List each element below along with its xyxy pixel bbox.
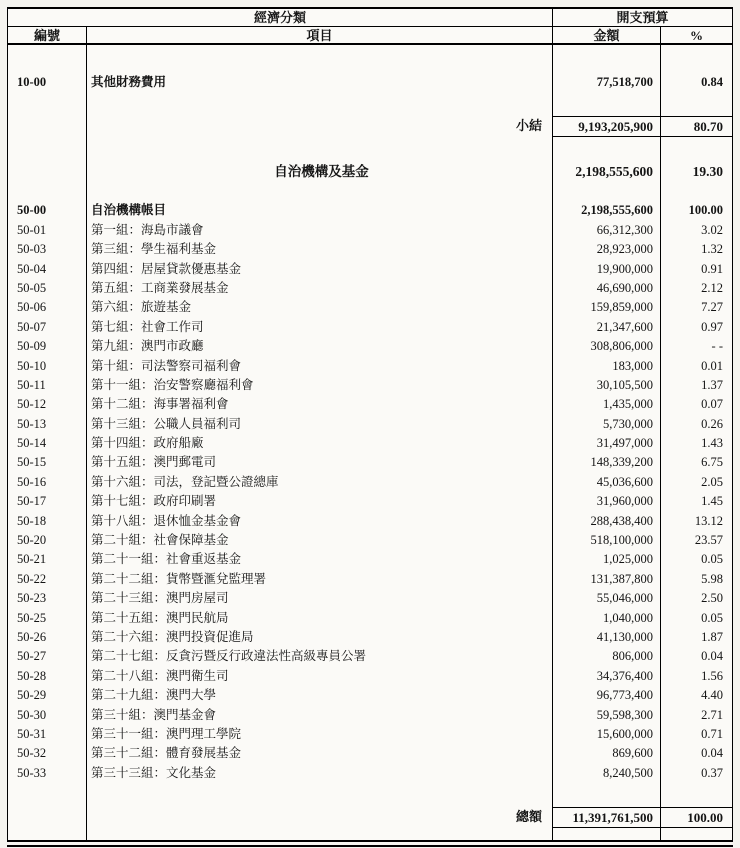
cell-item: 第三十一組：澳門理工學院 (87, 725, 553, 744)
spacer-cell (87, 137, 553, 161)
cell-amount: 31,960,000 (553, 492, 661, 511)
table-row (8, 260, 732, 279)
cell-item: 第三十組：澳門基金會 (87, 706, 553, 725)
table-row (8, 531, 732, 550)
cell-percent: 23.57 (694, 533, 723, 548)
cell-code: 50-03 (8, 240, 87, 259)
cell-percent: 13.12 (694, 513, 723, 528)
table-row (8, 473, 732, 492)
cell-percent: 0.26 (701, 416, 723, 431)
cell-amount: 518,100,000 (553, 531, 661, 550)
cell-code: 50-27 (8, 647, 87, 666)
cell-amount: 11,391,761,500 (553, 807, 661, 828)
column-header-percent: % (690, 28, 703, 43)
table-spacer-row (8, 92, 732, 116)
spacer-cell (553, 828, 661, 840)
table-row (8, 318, 732, 337)
cell-percent: 2.50 (701, 591, 723, 606)
cell-code: 50-22 (8, 570, 87, 589)
table-row (8, 337, 732, 356)
cell-item: 第二十六組：澳門投資促進局 (87, 628, 553, 647)
cell-percent: 4.40 (701, 688, 723, 703)
table-row (8, 240, 732, 259)
cell-amount: 131,387,800 (553, 570, 661, 589)
spacer-cell (661, 783, 732, 807)
spacer-cell (87, 828, 553, 840)
table-row (8, 667, 732, 686)
cell-percent: 0.91 (701, 261, 723, 276)
cell-percent: 1.87 (701, 629, 723, 644)
cell-code: 50-23 (8, 589, 87, 608)
cell-amount: 31,497,000 (553, 434, 661, 453)
cell-code: 50-25 (8, 609, 87, 628)
cell-percent: 0.05 (701, 610, 723, 625)
table-row (8, 73, 732, 92)
cell-item: 自治機構及基金 (87, 161, 553, 183)
header-expenditure-budget: 開支預算 (616, 10, 669, 25)
cell-code: 50-20 (8, 531, 87, 550)
cell-code: 50-06 (8, 298, 87, 317)
cell-item: 第十四組：政府船廠 (87, 434, 553, 453)
cell-item: 第二十組：社會保障基金 (87, 531, 553, 550)
cell-item: 第二十七組：反貪污暨反行政違法性高級專員公署 (87, 647, 553, 666)
cell-item: 第三組：學生福利基金 (87, 240, 553, 259)
cell-code: 50-16 (8, 473, 87, 492)
cell-amount: 806,000 (553, 647, 661, 666)
table-row (8, 279, 732, 298)
cell-amount: 183,000 (553, 357, 661, 376)
cell-amount: 19,900,000 (553, 260, 661, 279)
cell-amount: 55,046,000 (553, 589, 661, 608)
cell-item: 第十二組：海事署福利會 (87, 395, 553, 414)
cell-code: 50-28 (8, 667, 87, 686)
cell-code: 50-00 (8, 201, 87, 220)
cell-percent: 0.04 (701, 649, 723, 664)
cell-percent: - - (711, 339, 723, 354)
column-header-item: 項目 (87, 27, 553, 43)
table-row (8, 764, 732, 783)
spacer-cell (661, 137, 732, 161)
cell-amount: 21,347,600 (553, 318, 661, 337)
spacer-cell (8, 45, 87, 73)
cell-amount: 30,105,500 (553, 376, 661, 395)
cell-amount: 15,600,000 (553, 725, 661, 744)
cell-code: 50-01 (8, 221, 87, 240)
cell-amount: 28,923,000 (553, 240, 661, 259)
spacer-cell (8, 92, 87, 116)
cell-item: 第十一組：治安警察廳福利會 (87, 376, 553, 395)
cell-item: 總額 (87, 807, 553, 828)
cell-item: 第五組：工商業發展基金 (87, 279, 553, 298)
table-row (8, 161, 732, 183)
bottom-rule (7, 845, 733, 847)
cell-percent: 2.12 (701, 280, 723, 295)
table-spacer-row (8, 45, 732, 73)
cell-item: 第三十二組：體育發展基金 (87, 744, 553, 763)
cell-item: 第十六組：司法，登記暨公證總庫 (87, 473, 553, 492)
cell-amount: 1,040,000 (553, 609, 661, 628)
cell-code: 50-21 (8, 550, 87, 569)
table-row (8, 116, 732, 137)
table-row (8, 395, 732, 414)
column-header-amount: 金額 (553, 27, 661, 43)
cell-code: 50-07 (8, 318, 87, 337)
cell-code: 50-14 (8, 434, 87, 453)
cell-code (8, 161, 87, 183)
cell-percent: 100.00 (661, 807, 732, 828)
spacer-cell (8, 183, 87, 201)
cell-item: 第十五組：澳門郵電司 (87, 453, 553, 472)
cell-percent: 100.00 (688, 203, 723, 218)
table-row (8, 807, 732, 828)
spacer-cell (87, 92, 553, 116)
cell-item: 第二十九組：澳門大學 (87, 686, 553, 705)
cell-percent: 19.30 (692, 164, 723, 180)
cell-code: 50-32 (8, 744, 87, 763)
cell-code: 10-00 (8, 73, 87, 92)
table-row (8, 706, 732, 725)
table-row (8, 609, 732, 628)
spacer-cell (661, 183, 732, 201)
cell-code: 50-18 (8, 512, 87, 531)
cell-code: 50-29 (8, 686, 87, 705)
spacer-cell (8, 137, 87, 161)
cell-item: 第十三組：公職人員福利司 (87, 415, 553, 434)
table-row (8, 376, 732, 395)
spacer-cell (661, 92, 732, 116)
table-spacer-row (8, 137, 732, 161)
cell-amount: 869,600 (553, 744, 661, 763)
table-row (8, 492, 732, 511)
cell-amount: 46,690,000 (553, 279, 661, 298)
cell-code (8, 807, 87, 828)
cell-percent: 1.32 (701, 242, 723, 257)
cell-percent: 0.01 (701, 358, 723, 373)
table-row (8, 686, 732, 705)
cell-percent: 0.84 (701, 75, 723, 89)
table-row (8, 415, 732, 434)
table-row (8, 570, 732, 589)
cell-code: 50-15 (8, 453, 87, 472)
spacer-cell (87, 45, 553, 73)
cell-percent: 1.43 (701, 436, 723, 451)
cell-percent: 0.97 (701, 319, 723, 334)
cell-amount: 2,198,555,600 (553, 201, 661, 220)
header-economic-classification: 經濟分類 (8, 9, 553, 26)
cell-percent: 0.04 (701, 746, 723, 761)
cell-percent: 6.75 (701, 455, 723, 470)
cell-item: 其他財務費用 (87, 73, 553, 92)
cell-percent: 0.37 (701, 765, 723, 780)
cell-item: 第十組：司法警察司福利會 (87, 357, 553, 376)
cell-item: 第二十三組：澳門房屋司 (87, 589, 553, 608)
cell-percent: 0.71 (701, 726, 723, 741)
cell-amount: 288,438,400 (553, 512, 661, 531)
cell-percent: 1.45 (701, 494, 723, 509)
spacer-cell (661, 45, 732, 73)
cell-item: 第十八組：退休恤金基金會 (87, 512, 553, 531)
table-row (8, 628, 732, 647)
spacer-cell (87, 183, 553, 201)
column-header-code: 編號 (8, 27, 87, 43)
cell-amount: 77,518,700 (553, 73, 661, 92)
cell-amount: 308,806,000 (553, 337, 661, 356)
table-row (8, 357, 732, 376)
cell-code: 50-09 (8, 337, 87, 356)
cell-code: 50-11 (8, 376, 87, 395)
table-row (8, 221, 732, 240)
table-body (8, 45, 732, 840)
cell-code: 50-17 (8, 492, 87, 511)
cell-item: 第二十五組：澳門民航局 (87, 609, 553, 628)
cell-code: 50-13 (8, 415, 87, 434)
spacer-cell (87, 783, 553, 807)
cell-item: 第十七組：政府印刷署 (87, 492, 553, 511)
cell-code: 50-05 (8, 279, 87, 298)
spacer-cell (553, 183, 661, 201)
cell-code (8, 116, 87, 137)
spacer-cell (661, 828, 732, 840)
table-row (8, 453, 732, 472)
cell-amount: 34,376,400 (553, 667, 661, 686)
table-row (8, 725, 732, 744)
cell-percent: 0.05 (701, 552, 723, 567)
cell-percent: 2.05 (701, 474, 723, 489)
cell-percent: 80.70 (661, 116, 732, 137)
table-row (8, 434, 732, 453)
spacer-cell (553, 783, 661, 807)
cell-amount: 9,193,205,900 (553, 116, 661, 137)
table-spacer-row (8, 828, 732, 840)
table-row (8, 647, 732, 666)
cell-amount: 1,435,000 (553, 395, 661, 414)
cell-amount: 8,240,500 (553, 764, 661, 783)
spacer-cell (553, 92, 661, 116)
spacer-cell (553, 45, 661, 73)
cell-item: 第九組：澳門市政廳 (87, 337, 553, 356)
cell-amount: 1,025,000 (553, 550, 661, 569)
cell-code: 50-33 (8, 764, 87, 783)
table-header-columns (8, 27, 732, 45)
table-row (8, 550, 732, 569)
cell-amount: 148,339,200 (553, 453, 661, 472)
cell-percent: 1.37 (701, 377, 723, 392)
table-row (8, 589, 732, 608)
cell-item: 第二十一組：社會重返基金 (87, 550, 553, 569)
cell-code: 50-26 (8, 628, 87, 647)
cell-amount: 45,036,600 (553, 473, 661, 492)
cell-percent: 1.56 (701, 668, 723, 683)
table-row (8, 744, 732, 763)
cell-amount: 41,130,000 (553, 628, 661, 647)
table-header-groups (8, 9, 732, 27)
cell-amount: 2,198,555,600 (553, 161, 661, 183)
cell-item: 第一組：海島市議會 (87, 221, 553, 240)
cell-item: 第七組：社會工作司 (87, 318, 553, 337)
table-spacer-row (8, 183, 732, 201)
cell-percent: 2.71 (701, 707, 723, 722)
cell-percent: 3.02 (701, 222, 723, 237)
cell-amount: 96,773,400 (553, 686, 661, 705)
cell-code: 50-04 (8, 260, 87, 279)
cell-code: 50-12 (8, 395, 87, 414)
table-row (8, 298, 732, 317)
spacer-cell (8, 828, 87, 840)
cell-item: 第二十二組：貨幣暨滙兌監理署 (87, 570, 553, 589)
cell-percent: 7.27 (701, 300, 723, 315)
cell-amount: 5,730,000 (553, 415, 661, 434)
table-row (8, 512, 732, 531)
spacer-cell (553, 137, 661, 161)
table-row (8, 201, 732, 220)
cell-item: 第二十八組：澳門衛生司 (87, 667, 553, 686)
cell-percent: 5.98 (701, 571, 723, 586)
cell-item: 小結 (87, 116, 553, 137)
cell-amount: 66,312,300 (553, 221, 661, 240)
cell-amount: 59,598,300 (553, 706, 661, 725)
spacer-cell (8, 783, 87, 807)
cell-code: 50-10 (8, 357, 87, 376)
cell-item: 第四組：居屋貸款優惠基金 (87, 260, 553, 279)
cell-item: 自治機構帳目 (87, 201, 553, 220)
cell-code: 50-31 (8, 725, 87, 744)
cell-amount: 159,859,000 (553, 298, 661, 317)
cell-code: 50-30 (8, 706, 87, 725)
cell-percent: 0.07 (701, 397, 723, 412)
budget-table (7, 7, 733, 842)
table-spacer-row (8, 783, 732, 807)
cell-item: 第三十三組：文化基金 (87, 764, 553, 783)
cell-item: 第六組：旅遊基金 (87, 298, 553, 317)
